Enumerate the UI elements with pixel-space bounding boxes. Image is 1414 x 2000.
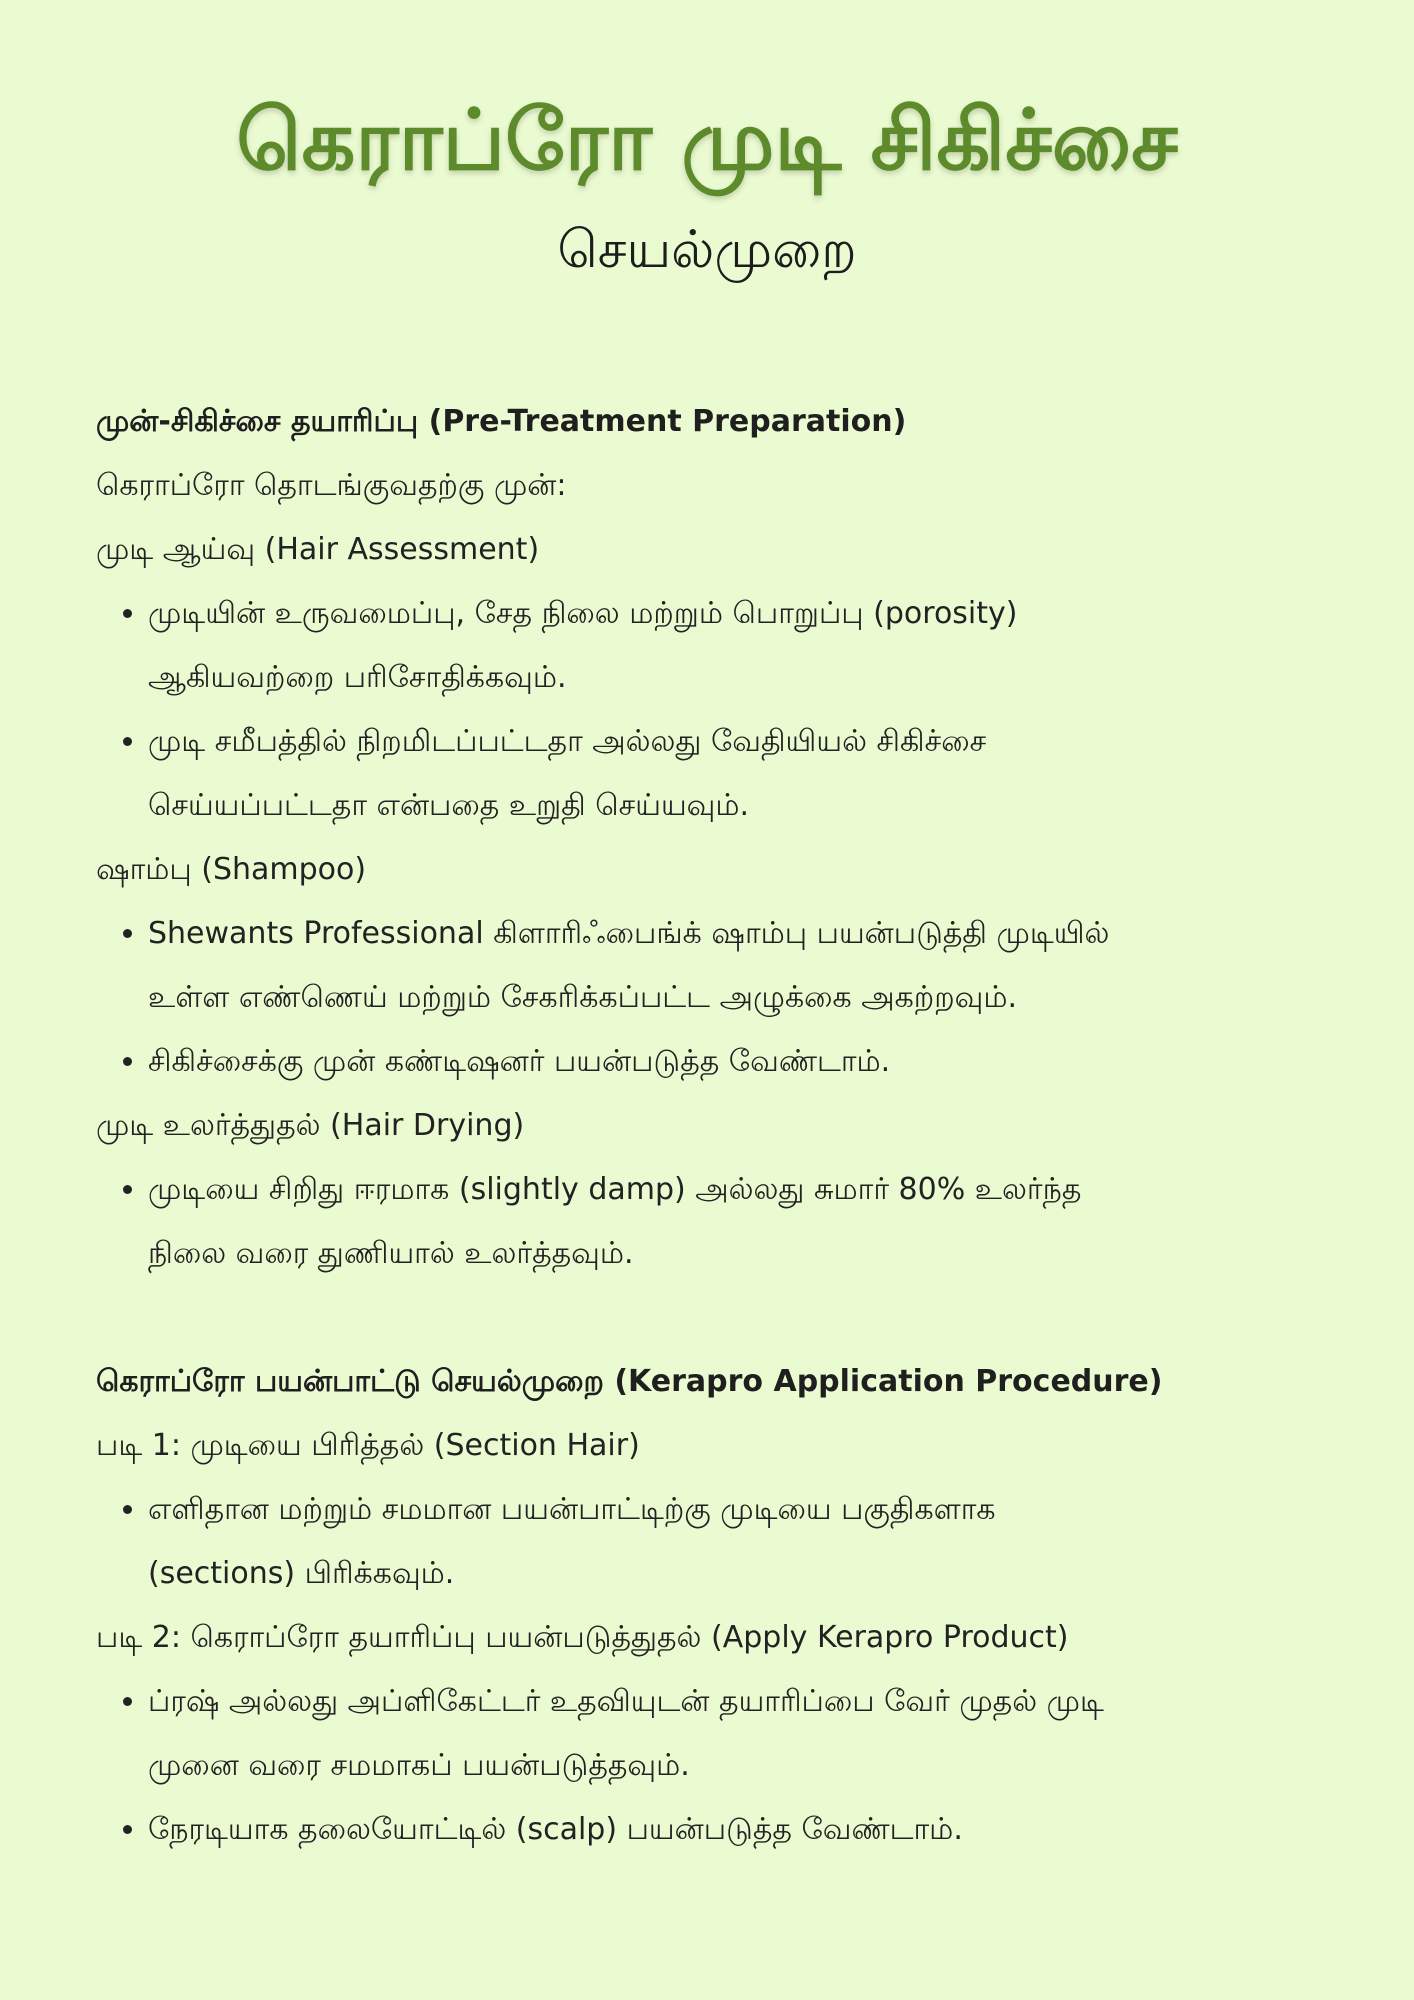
section-heading: முன்-சிகிச்சை தயாரிப்பு (Pre-Treatment Preparation) (96, 404, 907, 439)
bullet-list (96, 582, 1318, 838)
group-label-hair-assessment: முடி ஆய்வு (Hair Assessment) (96, 532, 540, 567)
bullet-list (96, 902, 1318, 1094)
list-item-text: முடியை சிறிது ஈரமாக (slightly damp) அல்லது சுமார் 80% உலர்ந்த நிலை வரை துணியால் உலர்த்தவும். (148, 1172, 1082, 1271)
group-label-hair-drying: முடி உலர்த்துதல் (Hair Drying) (96, 1108, 525, 1143)
list-item (148, 1478, 1318, 1606)
section-heading: கெராப்ரோ பயன்பாட்டு செயல்முறை (Kerapro Application Procedure) (96, 1364, 1163, 1399)
page-subtitle: செயல்முறை (557, 220, 857, 280)
group-label-shampoo: ஷாம்பு (Shampoo) (96, 852, 367, 887)
list-item-text: முடி சமீபத்தில் நிறமிடப்பட்டதா அல்லது வேதியியல் சிகிச்சை செய்யப்பட்டதா என்பதை உறுதி செய்யவும். (148, 724, 987, 823)
list-item (148, 1158, 1318, 1286)
list-item-text: முடியின் உருவமைப்பு, சேத நிலை மற்றும் பொறுப்பு (porosity) ஆகியவற்றை பரிசோதிக்கவும். (148, 596, 1018, 695)
bullet-list (96, 1670, 1318, 1862)
section-application-procedure (96, 1350, 1318, 1862)
list-item-text: ப்ரஷ் அல்லது அப்ளிகேட்டர் உதவியுடன் தயாரிப்பை வேர் முதல் முடி முனை வரை சமமாகப் பயன்படுத்தவும். (148, 1684, 1104, 1783)
list-item-text: Shewants Professional கிளாரிஃபைங்க் ஷாம்பு பயன்படுத்தி முடியில் உள்ள எண்ணெய் மற்றும் சேகரிக்கப்பட்ட அழுக்கை அகற்றவும். (148, 916, 1110, 1015)
list-item (148, 710, 1318, 838)
list-item (148, 582, 1318, 710)
bullet-list (96, 1158, 1318, 1286)
list-item (148, 1670, 1318, 1798)
section-intro: கெராப்ரோ தொடங்குவதற்கு முன்: (96, 468, 567, 503)
bullet-list (96, 1478, 1318, 1606)
page-title: கெராப்ரோ முடி சிகிச்சை (236, 91, 1178, 189)
list-item-text: சிகிச்சைக்கு முன் கண்டிஷனர் பயன்படுத்த வேண்டாம். (148, 1044, 891, 1079)
list-item-text: நேரடியாக தலையோட்டில் (scalp) பயன்படுத்த வேண்டாம். (148, 1812, 963, 1847)
list-item-text: எளிதான மற்றும் சமமான பயன்பாட்டிற்கு முடியை பகுதிகளாக (sections) பிரிக்கவும். (148, 1492, 996, 1591)
list-item (148, 902, 1318, 1030)
list-item (148, 1798, 1318, 1862)
group-label-step-2: படி 2: கெராப்ரோ தயாரிப்பு பயன்படுத்துதல் (Apply Kerapro Product) (96, 1620, 1069, 1655)
section-pre-treatment (96, 390, 1318, 1286)
list-item (148, 1030, 1318, 1094)
group-label-step-1: படி 1: முடியை பிரித்தல் (Section Hair) (96, 1428, 640, 1463)
